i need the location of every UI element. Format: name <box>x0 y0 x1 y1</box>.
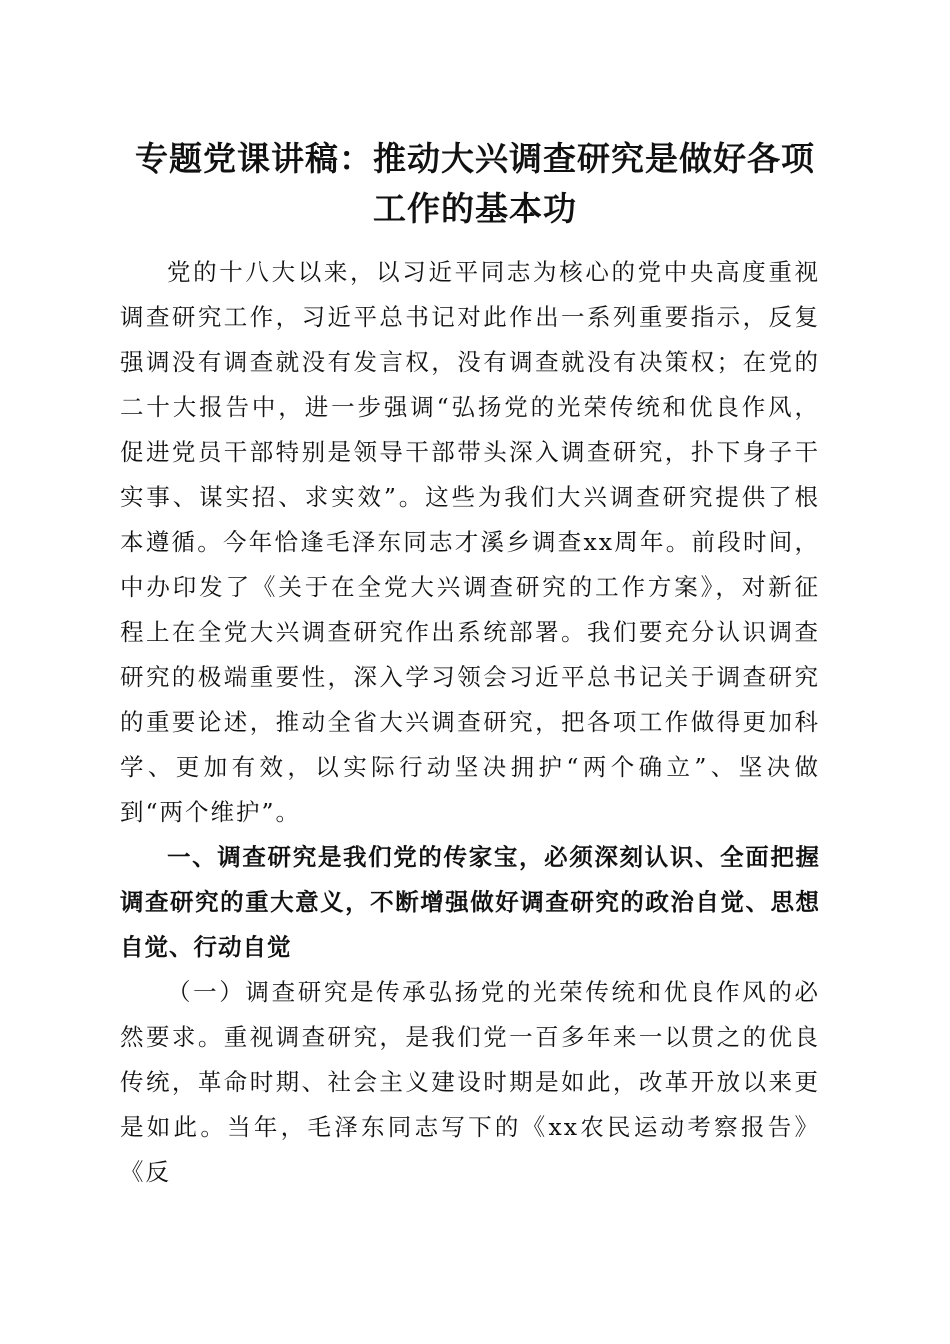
title-line-2: 工作的基本功 <box>373 189 577 228</box>
intro-paragraph: 党的十八大以来，以习近平同志为核心的党中央高度重视调查研究工作，习近平总书记对此作出一系列重要指示，反复强调没有调查就没有发言权，没有调查就没有决策权；在党的二十大报告中，进一步强调“弘扬党的光荣传统和优良作风，促进党员干部特别是领导干部带头深入调查研究，扑下身子干实事、谋实招、求实效”。这些为我们大兴调查研究提供了根本遵循。今年恰逢毛泽东同志才溪乡调查xx周年。前段时间，中办印发了《关于在全党大兴调查研究的工作方案》，对新征程上在全党大兴调查研究作出系统部署。我们要充分认识调查研究的极端重要性，深入学习领会习近平总书记关于调查研究的重要论述，推动全省大兴调查研究，把各项工作做得更加科学、更加有效，以实际行动坚决拥护“两个确立”、坚决做到“两个维护”。 <box>120 258 820 826</box>
title-line-1: 专题党课讲稿：推动大兴调查研究是做好各项 <box>135 139 815 178</box>
section-heading-1: 一、调查研究是我们党的传家宝，必须深刻认识、全面把握调查研究的重大意义，不断增强做好调查研究的政治自觉、思想自觉、行动自觉 <box>120 843 820 961</box>
subsection-paragraph-1: （一）调查研究是传承弘扬党的光荣传统和优良作风的必然要求。重视调查研究，是我们党一百多年来一以贯之的优良传统，革命时期、社会主义建设时期是如此，改革开放以来更是如此。当年，毛泽东同志写下的《xx农民运动考察报告》《反 <box>120 978 820 1186</box>
document-body <box>120 250 820 1195</box>
document-title <box>100 134 850 234</box>
